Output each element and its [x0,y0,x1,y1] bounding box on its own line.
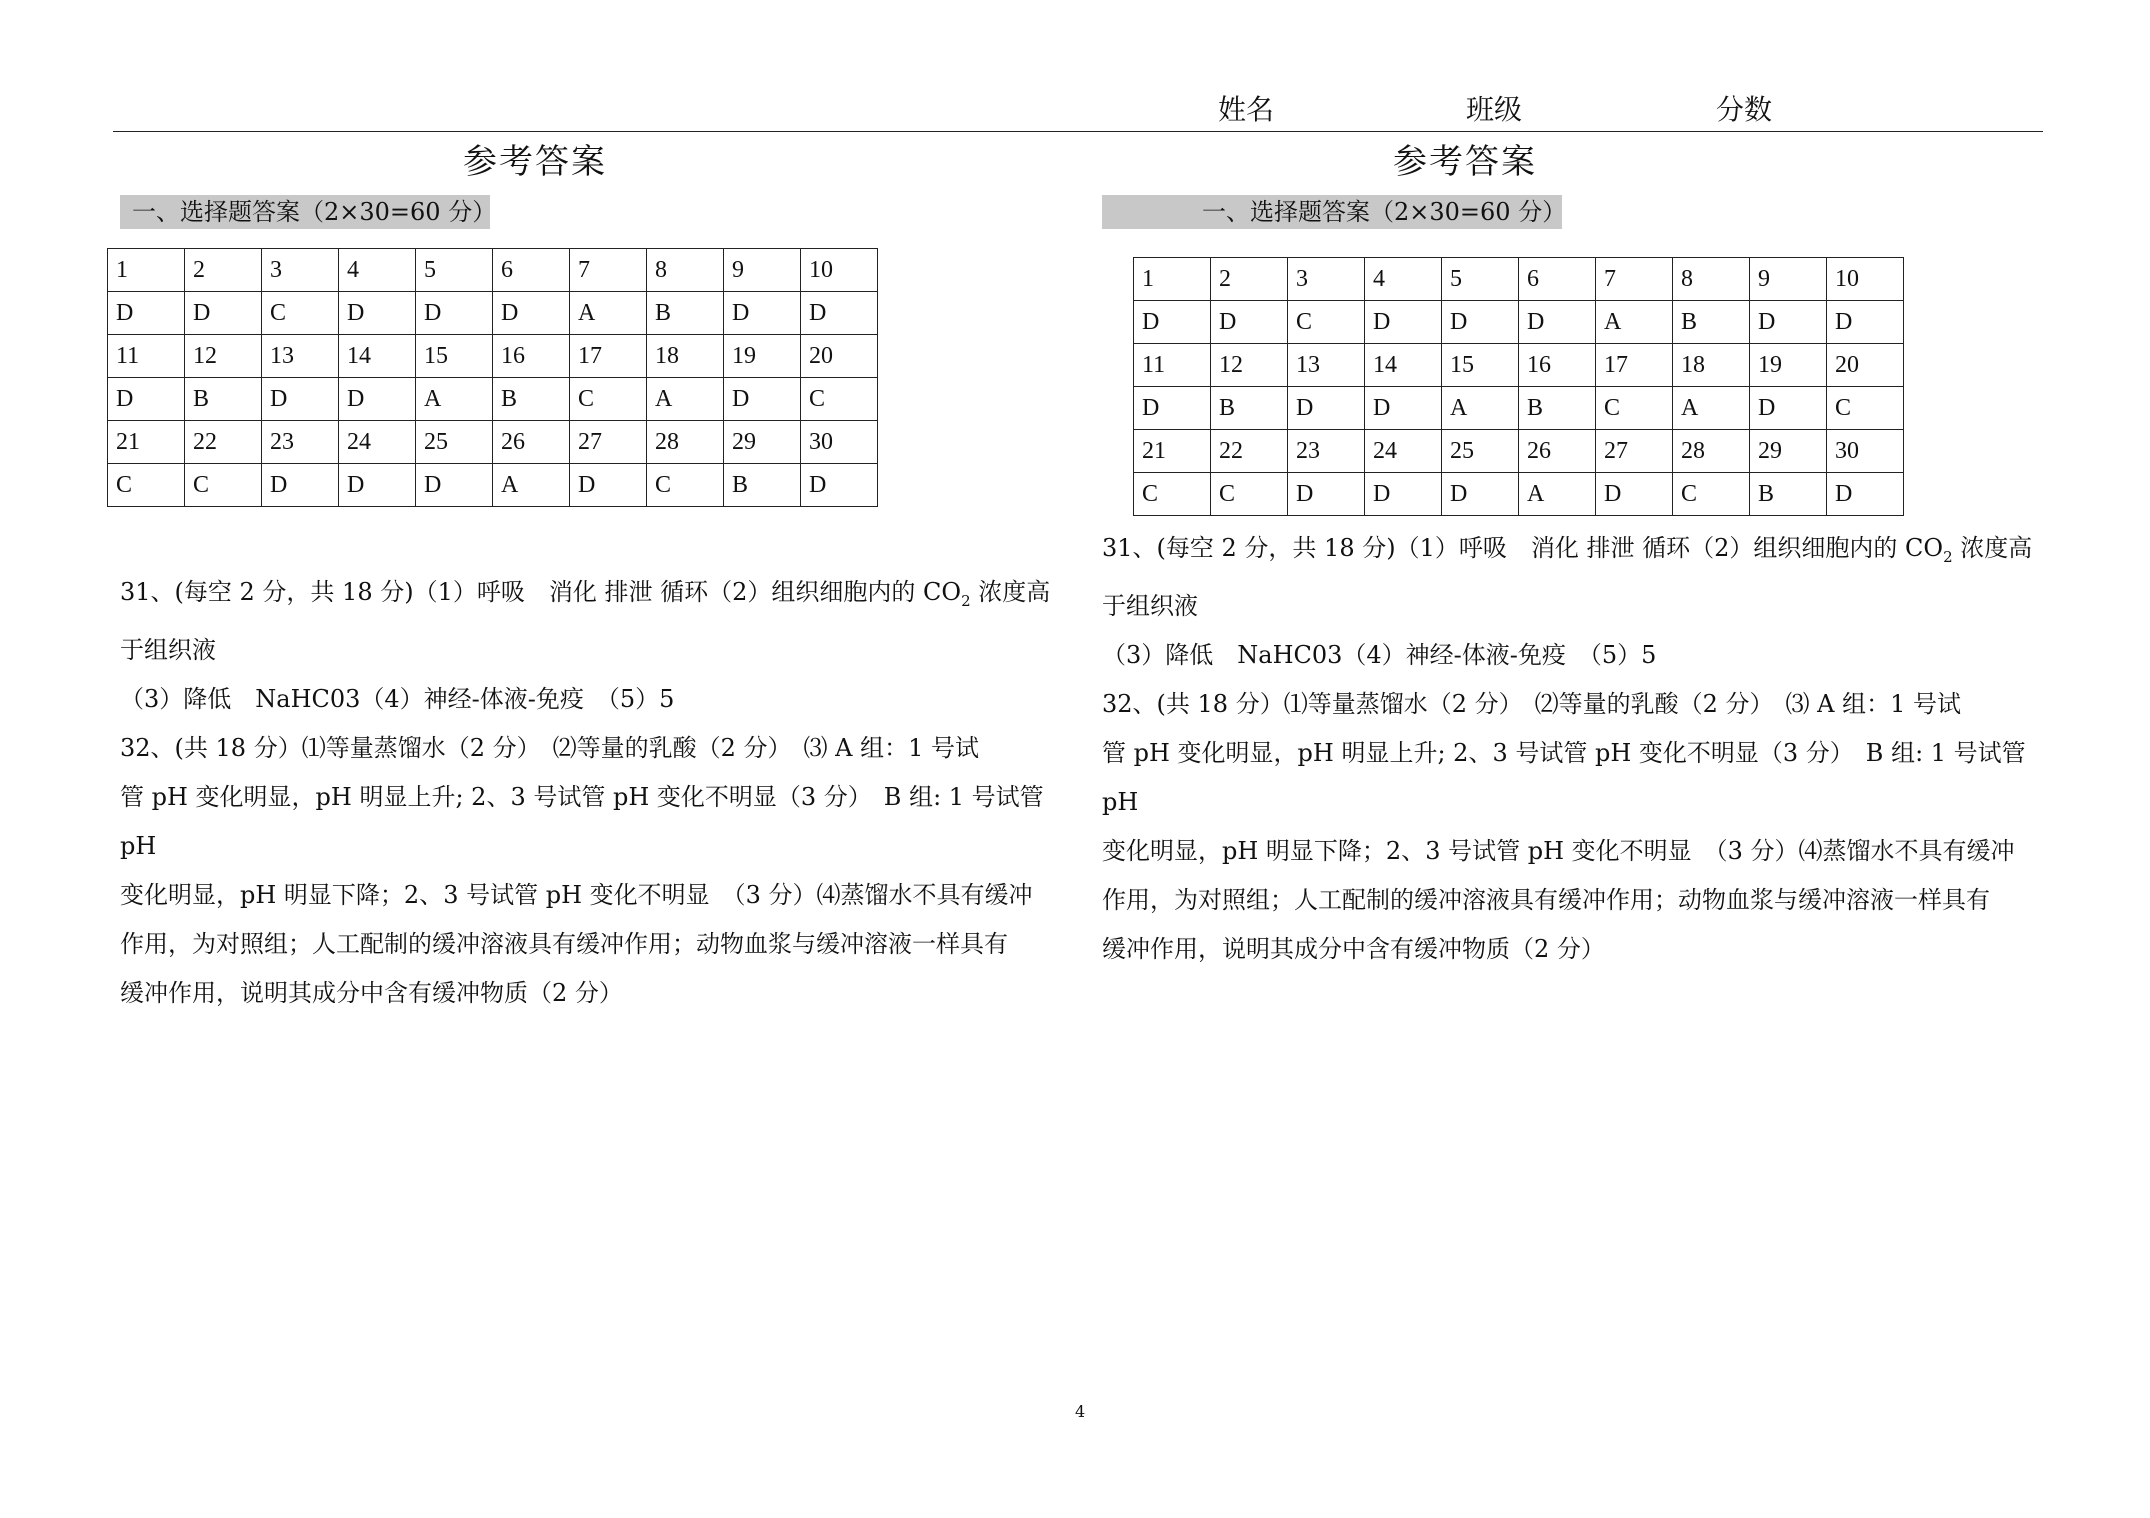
right-q31-line2: 于组织液 [1102,591,1198,620]
table-cell: D [801,292,878,335]
table-cell: 6 [1519,258,1596,301]
table-cell: 15 [1442,344,1519,387]
table-cell: D [339,464,416,507]
table-cell: 8 [647,249,724,292]
table-cell: A [1673,387,1750,430]
right-q31-line1: 31、(每空 2 分，共 18 分)（1）呼吸 消化 排泄 循环（2）组织细胞内的 $CO_2$ 浓度高 [1102,534,2033,566]
table-cell: C [262,292,339,335]
table-cell: D [1827,473,1904,516]
left-q32-line2: 管 pH 变化明显，pH 明显上升; 2、3 号试管 pH 变化不明显（3 分） B 组: 1 号试管 pH [120,782,1044,860]
left-q32-line4: 作用，为对照组；人工配制的缓冲溶液具有缓冲作用；动物血浆与缓冲溶液一样具有 [120,929,1008,958]
table-cell: 16 [1519,344,1596,387]
table-cell: 26 [1519,430,1596,473]
table-cell: 9 [724,249,801,292]
left-q31-line1: 31、(每空 2 分，共 18 分)（1）呼吸 消化 排泄 循环（2）组织细胞内的 $CO_2$ 浓度高 [120,578,1051,610]
table-cell: B [493,378,570,421]
table-cell: 10 [1827,258,1904,301]
table-cell: D [724,378,801,421]
right-answer-table [1133,257,1904,516]
table-cell: D [1827,301,1904,344]
table-cell: 21 [1134,430,1211,473]
table-cell: 22 [1211,430,1288,473]
table-cell: 5 [416,249,493,292]
table-cell: 27 [1596,430,1673,473]
table-cell: 6 [493,249,570,292]
table-cell: 28 [1673,430,1750,473]
table-cell: 13 [262,335,339,378]
left-q32-line1: 32、(共 18 分）⑴等量蒸馏水（2 分） ⑵等量的乳酸（2 分） ⑶ A 组：1 号试 [120,733,979,762]
table-cell: D [1134,301,1211,344]
table-cell: D [1442,301,1519,344]
table-cell: 29 [1750,430,1827,473]
table-row [1134,473,1904,516]
table-cell: A [1442,387,1519,430]
table-row [1134,344,1904,387]
table-cell: 14 [339,335,416,378]
table-cell: D [1211,301,1288,344]
table-cell: 12 [1211,344,1288,387]
table-cell: D [1288,473,1365,516]
table-cell: D [108,378,185,421]
table-row [108,378,878,421]
table-cell: B [1211,387,1288,430]
name-label: 姓名 [1218,93,1275,126]
table-row [1134,387,1904,430]
table-cell: D [493,292,570,335]
table-cell: D [416,292,493,335]
table-cell: 23 [1288,430,1365,473]
table-cell: D [1365,387,1442,430]
table-cell: 1 [108,249,185,292]
table-cell: C [570,378,647,421]
table-cell: 19 [1750,344,1827,387]
table-cell: 17 [1596,344,1673,387]
right-section-choice: 一、选择题答案（2×30=60 分） [1102,195,1562,229]
table-cell: D [339,292,416,335]
table-cell: 20 [801,335,878,378]
right-q32-line3: 变化明显，pH 明显下降；2、3 号试管 pH 变化不明显 （3 分）⑷蒸馏水不具有缓冲 [1102,836,2015,865]
table-cell: D [570,464,647,507]
table-cell: A [1596,301,1673,344]
left-answer-table [107,248,878,507]
table-cell: D [339,378,416,421]
table-cell: 14 [1365,344,1442,387]
table-cell: 4 [339,249,416,292]
table-cell: C [1596,387,1673,430]
table-cell: D [1442,473,1519,516]
table-row [1134,301,1904,344]
table-cell: 4 [1365,258,1442,301]
table-cell: B [1519,387,1596,430]
table-cell: 5 [1442,258,1519,301]
table-cell: C [1211,473,1288,516]
table-cell: 30 [801,421,878,464]
right-q31-line3: （3）降低 NaHC03（4）神经-体液-免疫 （5）5 [1102,640,1657,669]
table-cell: 3 [262,249,339,292]
table-cell: D [262,378,339,421]
table-cell: C [1134,473,1211,516]
table-cell: 18 [647,335,724,378]
table-cell: 11 [1134,344,1211,387]
left-q32-line5: 缓冲作用，说明其成分中含有缓冲物质（2 分） [120,978,623,1007]
right-q32-line1: 32、(共 18 分）⑴等量蒸馏水（2 分） ⑵等量的乳酸（2 分） ⑶ A 组：1 号试 [1102,689,1961,718]
table-cell: B [1673,301,1750,344]
table-cell: B [1750,473,1827,516]
table-cell: D [801,464,878,507]
table-cell: 8 [1673,258,1750,301]
score-label: 分数 [1716,93,1773,126]
table-cell: 10 [801,249,878,292]
table-cell: 2 [1211,258,1288,301]
table-cell: B [647,292,724,335]
table-cell: D [108,292,185,335]
table-cell: 25 [416,421,493,464]
table-cell: D [1750,301,1827,344]
table-cell: 24 [1365,430,1442,473]
left-title: 参考答案 [463,142,607,182]
table-cell: 15 [416,335,493,378]
table-cell: D [1288,387,1365,430]
left-q32-line3: 变化明显，pH 明显下降；2、3 号试管 pH 变化不明显 （3 分）⑷蒸馏水不具有缓冲 [120,880,1033,909]
header-rule [113,131,2043,132]
right-q32-line2: 管 pH 变化明显，pH 明显上升; 2、3 号试管 pH 变化不明显（3 分） B 组: 1 号试管 pH [1102,738,2026,816]
right-answers [1102,524,2047,974]
table-cell: 11 [108,335,185,378]
page-number: 4 [1075,1402,1086,1421]
table-row [108,464,878,507]
table-cell: D [1519,301,1596,344]
table-cell: C [1673,473,1750,516]
table-cell: B [724,464,801,507]
table-row [1134,258,1904,301]
table-cell: D [724,292,801,335]
table-cell: 28 [647,421,724,464]
table-cell: D [1365,473,1442,516]
left-q31-line3: （3）降低 NaHC03（4）神经-体液-免疫 （5）5 [120,684,675,713]
table-cell: C [1288,301,1365,344]
table-cell: C [647,464,724,507]
table-cell: D [262,464,339,507]
table-cell: 1 [1134,258,1211,301]
table-row [108,421,878,464]
table-cell: 20 [1827,344,1904,387]
table-cell: 2 [185,249,262,292]
table-cell: 19 [724,335,801,378]
table-cell: C [801,378,878,421]
table-cell: A [493,464,570,507]
table-cell: 7 [570,249,647,292]
table-cell: A [570,292,647,335]
table-cell: 30 [1827,430,1904,473]
table-cell: 13 [1288,344,1365,387]
table-row [108,249,878,292]
table-cell: 22 [185,421,262,464]
table-cell: 29 [724,421,801,464]
table-cell: C [185,464,262,507]
right-q32-line4: 作用，为对照组；人工配制的缓冲溶液具有缓冲作用；动物血浆与缓冲溶液一样具有 [1102,885,1990,914]
table-cell: D [1750,387,1827,430]
table-cell: D [1365,301,1442,344]
table-row [108,335,878,378]
table-cell: 27 [570,421,647,464]
table-cell: 25 [1442,430,1519,473]
table-cell: 18 [1673,344,1750,387]
table-cell: C [1827,387,1904,430]
table-cell: 21 [108,421,185,464]
table-row [108,292,878,335]
table-cell: 24 [339,421,416,464]
right-title: 参考答案 [1393,142,1537,182]
left-q31-line2: 于组织液 [120,635,216,664]
left-section-choice: 一、选择题答案（2×30=60 分） [120,195,490,229]
left-answers [120,568,1070,1018]
table-cell: 26 [493,421,570,464]
table-cell: A [416,378,493,421]
table-cell: A [647,378,724,421]
table-cell: 23 [262,421,339,464]
table-cell: D [1134,387,1211,430]
table-cell: 12 [185,335,262,378]
table-cell: 17 [570,335,647,378]
table-cell: 16 [493,335,570,378]
table-cell: D [1596,473,1673,516]
table-cell: D [416,464,493,507]
table-cell: 7 [1596,258,1673,301]
table-cell: 9 [1750,258,1827,301]
table-cell: A [1519,473,1596,516]
table-cell: D [185,292,262,335]
class-label: 班级 [1466,93,1523,126]
table-cell: 3 [1288,258,1365,301]
table-cell: C [108,464,185,507]
table-row [1134,430,1904,473]
right-q32-line5: 缓冲作用，说明其成分中含有缓冲物质（2 分） [1102,934,1605,963]
table-cell: B [185,378,262,421]
